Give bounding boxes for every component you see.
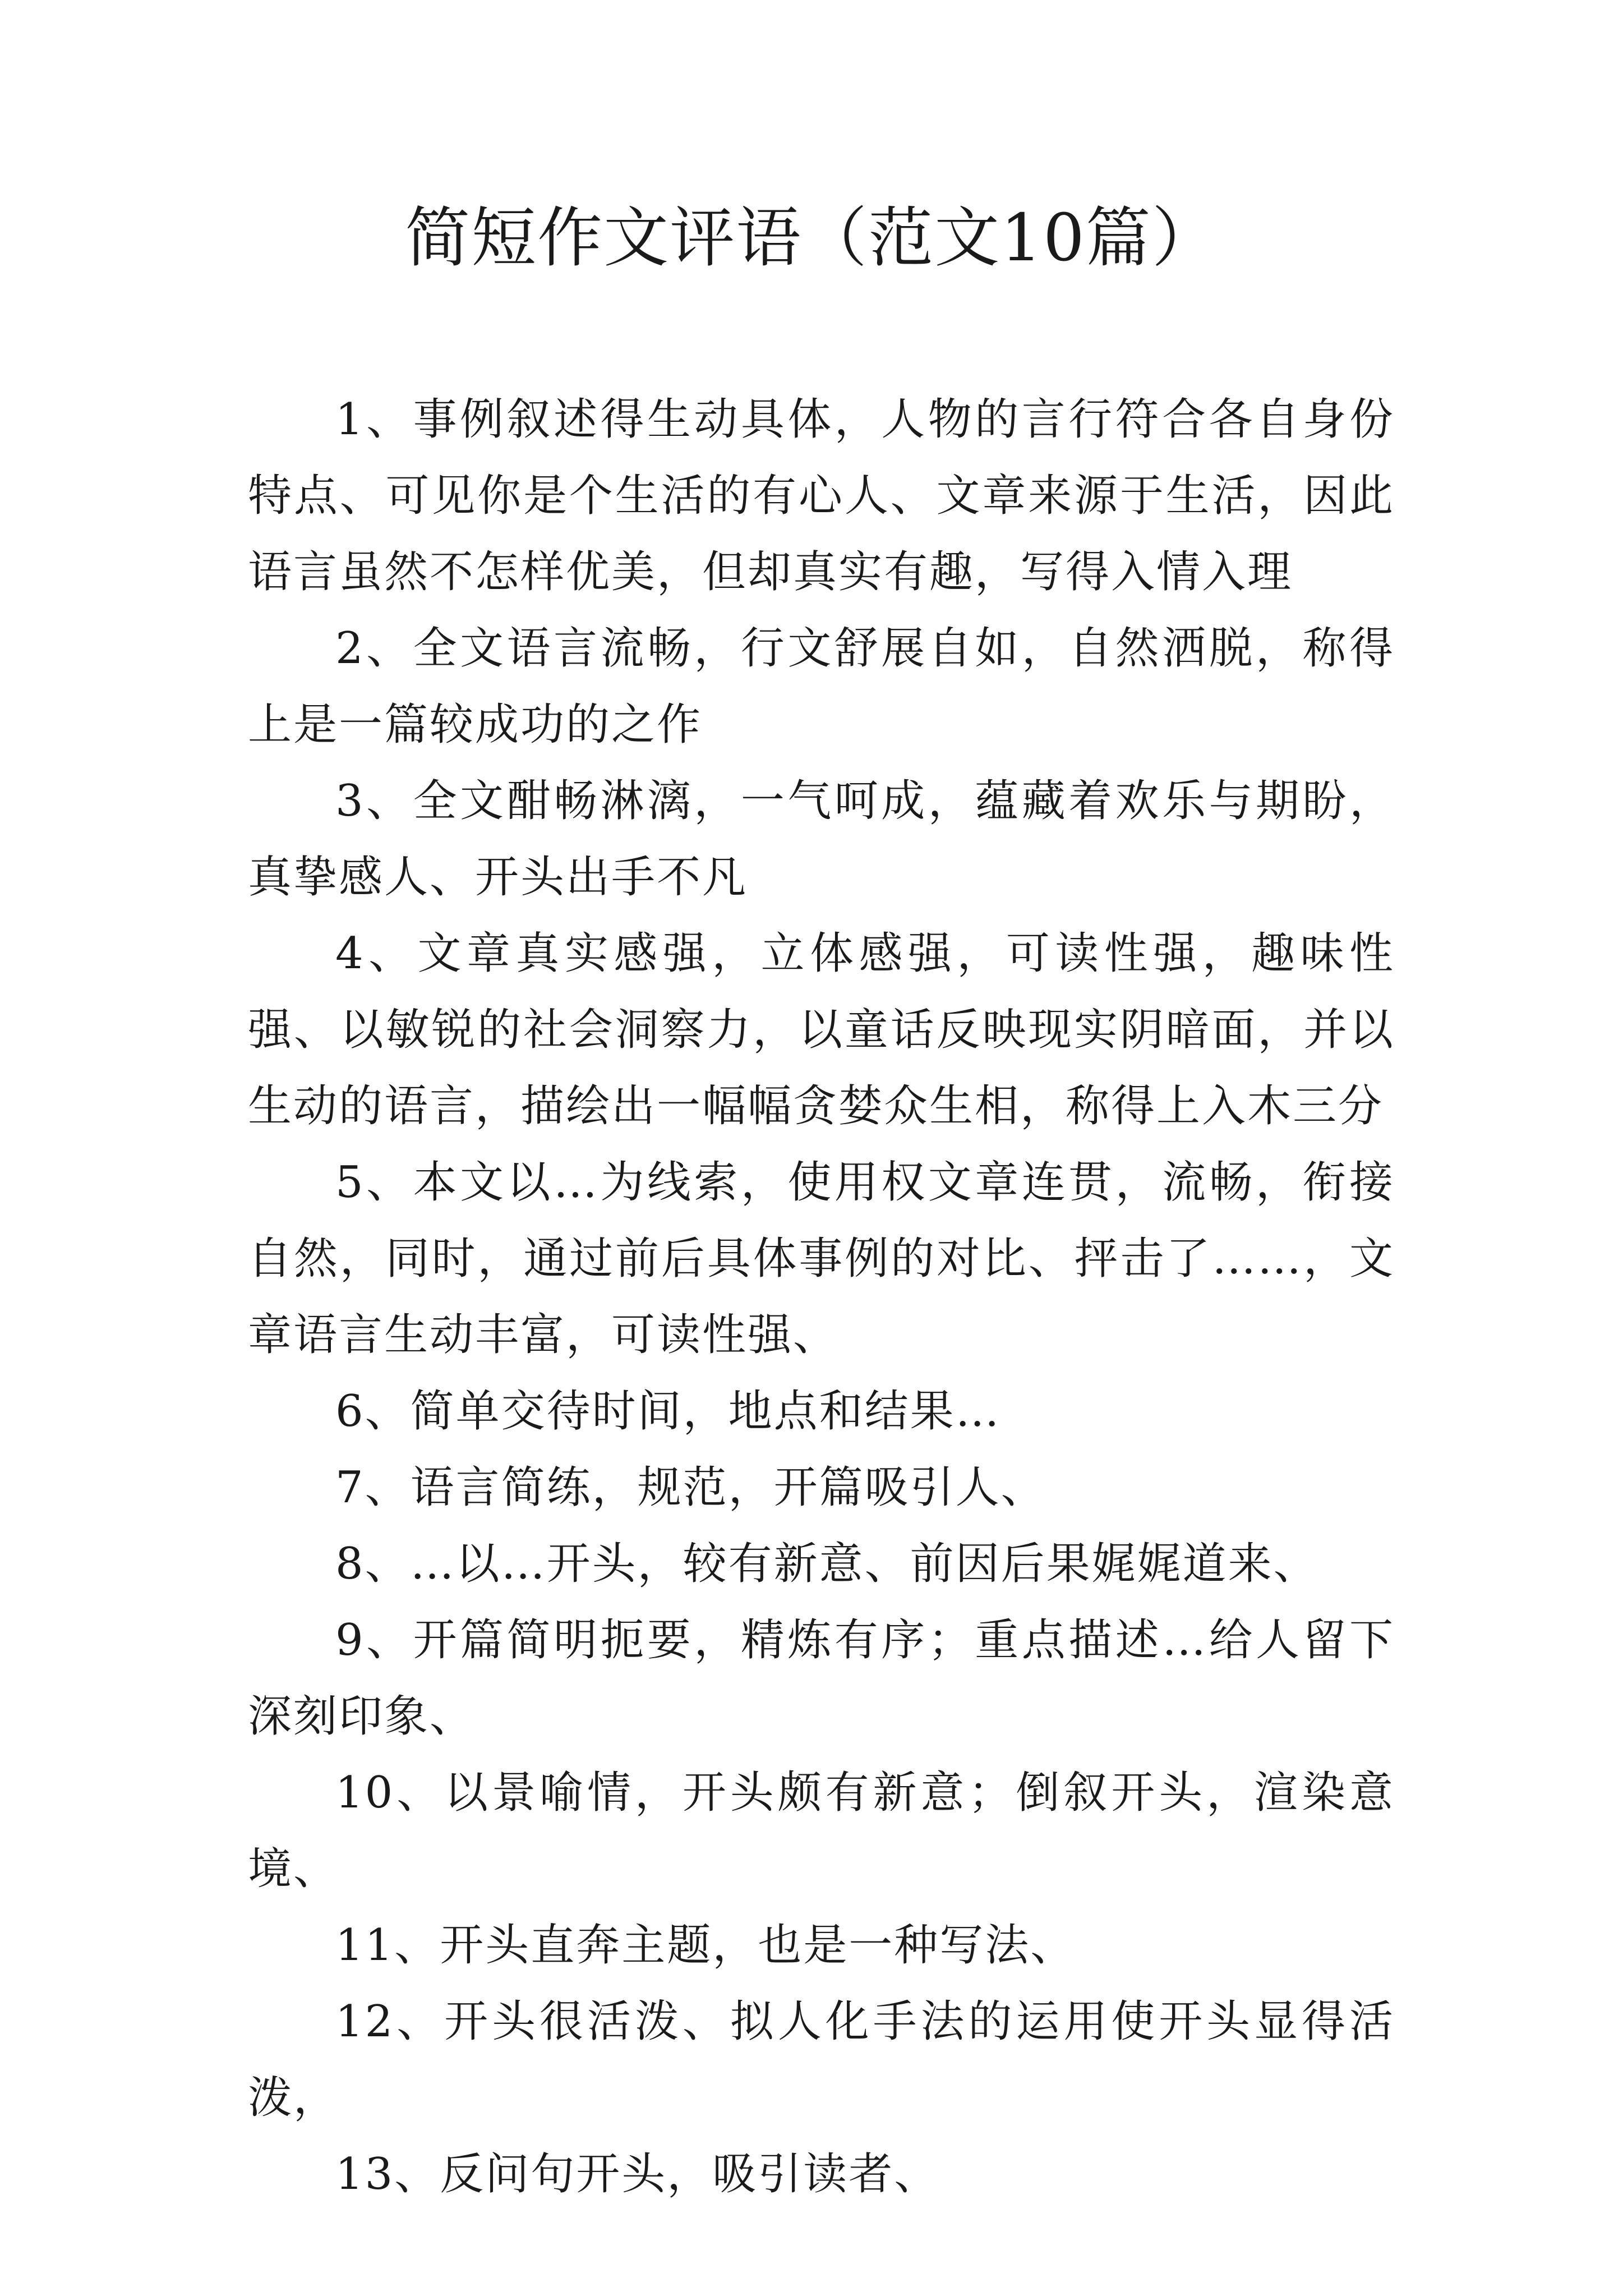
paragraph-9: 9、开篇简明扼要，精炼有序；重点描述…给人留下深刻印象、 (248, 1615, 1395, 1742)
document-title: 简短作文评语（范文10篇） (405, 200, 1218, 276)
paragraph-8: 8、…以…开头，较有新意、前因后果娓娓道来、 (335, 1539, 1319, 1589)
paragraph-12: 12、开头很活泼、拟人化手法的运用使开头显得活泼， (248, 1996, 1395, 2123)
paragraph-7: 7、语言简练，规范，开篇吸引人、 (335, 1462, 1046, 1513)
paragraph-2: 2、全文语言流畅，行文舒展自如，自然洒脱，称得上是一篇较成功的之作 (248, 623, 1395, 750)
paragraph-1: 1、事例叙述得生动具体，人物的言行符合各自身份特点、可见你是个生活的有心人、文章来源于生活，因此语言虽然不怎样优美，但却真实有趣，写得入情入理 (248, 394, 1395, 597)
paragraph-13: 13、反问句开头，吸引读者、 (335, 2149, 940, 2200)
paragraph-4: 4、文章真实感强，立体感强，可读性强，趣味性强、以敏锐的社会洞察力，以童话反映现实阴暗面，并以生动的语言，描绘出一幅幅贪婪众生相，称得上入木三分 (248, 928, 1395, 1131)
paragraph-3: 3、全文酣畅淋漓，一气呵成，蕴藏着欢乐与期盼，真挚感人、开头出手不凡 (248, 776, 1395, 903)
document-body (248, 381, 1395, 2212)
paragraph-11: 11、开头直奔主题，也是一种写法、 (335, 1920, 1076, 1971)
paragraph-6: 6、简单交待时间，地点和结果… (335, 1386, 1001, 1437)
paragraph-5: 5、本文以…为线索，使用权文章连贯，流畅，衔接自然，同时，通过前后具体事例的对比、抨击了……，文章语言生动丰富，可读性强、 (248, 1157, 1395, 1360)
paragraph-10: 10、以景喻情，开头颇有新意；倒叙开头，渲染意境、 (248, 1768, 1395, 1894)
